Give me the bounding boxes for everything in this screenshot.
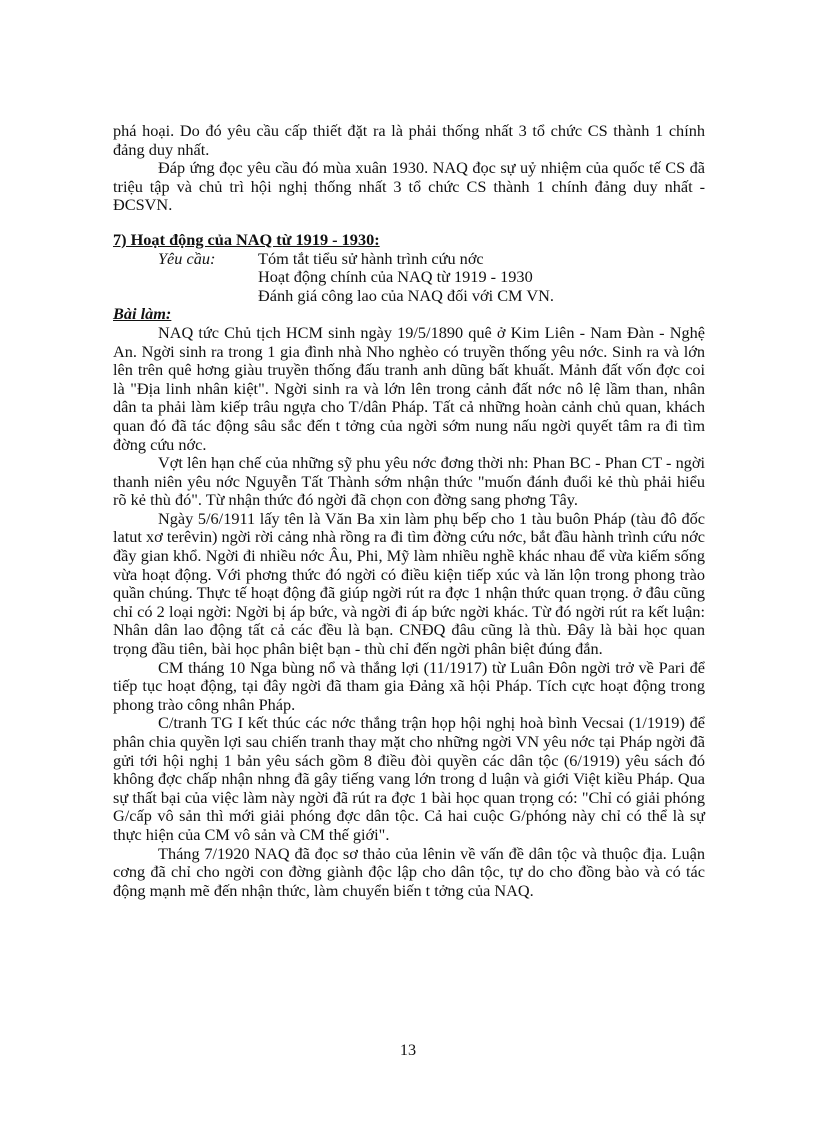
paragraph-unification: Đáp ứng đọc yêu cầu đó mùa xuân 1930. NAQ đọc sự uỷ nhiệm của quốc tế CS đã triệu tập và chủ trì hội nghị thống nhất 3 tổ chức CS thành 1 chính đảng duy nhất - ĐCSVN.	[113, 158, 705, 215]
paragraph-october-revolution: CM tháng 10 Nga bùng nổ và thắng lợi (11/1917) từ Luân Đôn ngời trở về Pari để tiếp tục hoạt động, tại đây ngời đã tham gia Đảng xã hội Pháp. Tích cực hoạt động trong phong trào công nhân Pháp.	[113, 657, 705, 714]
requirement-item-1: Tóm tắt tiểu sử hành trình cứu nớc	[258, 248, 484, 268]
requirements-label: Yêu cầu:	[158, 248, 216, 268]
paragraph-path: Vợt lên hạn chế của những sỹ phu yêu nớc đơng thời nh: Phan BC - Phan CT - ngời thanh niên yêu nớc Nguyễn Tất Thành sớm nhận thức "muốn đánh đuổi kẻ thù phải hiểu rõ kẻ thù đó". Từ nhận thức đó ngời đã chọn con đờng sang phơng Tây.	[113, 453, 705, 510]
requirement-item-3: Đánh giá công lao của NAQ đối với CM VN.	[258, 285, 554, 305]
page-number: 13	[399, 1040, 417, 1059]
answer-label: Bài làm:	[113, 304, 172, 324]
paragraph-versailles: C/tranh TG I kết thúc các nớc thắng trận họp hội nghị hoà bình Vecsai (1/1919) để phân chia quyền lợi sau chiến tranh thay mặt cho những ngời VN yêu nớc tại Pháp ngời đã gửi tới hội nghị 1 bản yêu sách gồm 8 điều đòi quyền các dân tộc (6/1919) yêu sách đó không đợc chấp nhận nhng đã gây tiếng vang lớn trong d luận và giới Việt kiều Pháp. Qua sự thất bại của việc làm này ngời đã rút ra đợc 1 bài học quan trọng có: "Chỉ có giải phóng G/cấp vô sản thì mới giải phóng đợc dân tộc. Cả hai cuộc G/phóng này chỉ có thể là sự thực hiện của CM vô sản và CM thế giới".	[113, 713, 705, 844]
requirement-row-3	[113, 287, 705, 306]
paragraph-journey: Ngày 5/6/1911 lấy tên là Văn Ba xin làm phụ bếp cho 1 tàu buôn Pháp (tàu đô đốc latut xơ terêvin) ngời rời cảng nhà rồng ra đi tìm đờng cứu nớc, bắt đầu hành trình cứu nớc đầy gian khổ. Ngời đi nhiều nớc Âu, Phi, Mỹ làm nhiều nghề khác nhau để vừa kiếm sống vừa hoạt động. Với phơng thức đó ngời có điều kiện tiếp xúc và lăn lộn trong phong trào quần chúng. Thực tế hoạt động đã giúp ngời rút ra đợc 1 nhận thức quan trọng. ở đâu cũng chỉ có 2 loại ngời: Ngời bị áp bức, và ngời đi áp bức ngời khác. Từ đó ngời rút ra kết luận: Nhân dân lao động tất cả các đều là bạn. CNĐQ đâu cũng là thù. Đây là bài học quan trọng đầu tiên, bài học phân biệt bạn - thù chỉ đến ngời phân biệt đúng đắn.	[113, 508, 705, 659]
paragraph-biography: NAQ tức Chủ tịch HCM sinh ngày 19/5/1890 quê ở Kim Liên - Nam Đàn - Nghệ An. Ngời sinh ra trong 1 gia đình nhà Nho nghèo có truyền thống yêu nớc. Sinh ra và lớn lên trên quê hơng giàu truyền thống đấu tranh anh dũng bất khuất. Mảnh đất vốn đợc coi là "Địa linh nhân kiệt". Ngời sinh ra và lớn lên trong cảnh đất nớc nô lệ lầm than, nhân dân ta phải làm kiếp trâu ngựa cho T/dân Pháp. Tất cả những hoàn cảnh chủ quan, khách quan đó đã tác động sâu sắc đến t tởng của ngời sớm nung nấu ngời quyết tâm ra đi tìm đờng cứu nớc.	[113, 322, 705, 454]
requirement-row-1	[113, 250, 705, 269]
paragraph-lenin-theses: Tháng 7/1920 NAQ đã đọc sơ thảo của lênin về vấn đề dân tộc và thuộc địa. Luận cơng đã chỉ cho ngời con đờng giành độc lập cho dân tộc, tự do cho đồng bào và có tác động mạnh mẽ đến nhận thức, làm chuyển biến t tởng của NAQ.	[113, 843, 705, 900]
section-heading: 7) Hoạt động của NAQ từ 1919 - 1930:	[113, 229, 380, 249]
paragraph-continued: phá hoại. Do đó yêu cầu cấp thiết đặt ra là phải thống nhất 3 tổ chức CS thành 1 chính đảng duy nhất.	[113, 121, 705, 159]
document-page	[113, 122, 705, 900]
requirement-row-2	[113, 268, 705, 287]
requirement-item-2: Hoạt động chính của NAQ từ 1919 - 1930	[258, 267, 533, 287]
